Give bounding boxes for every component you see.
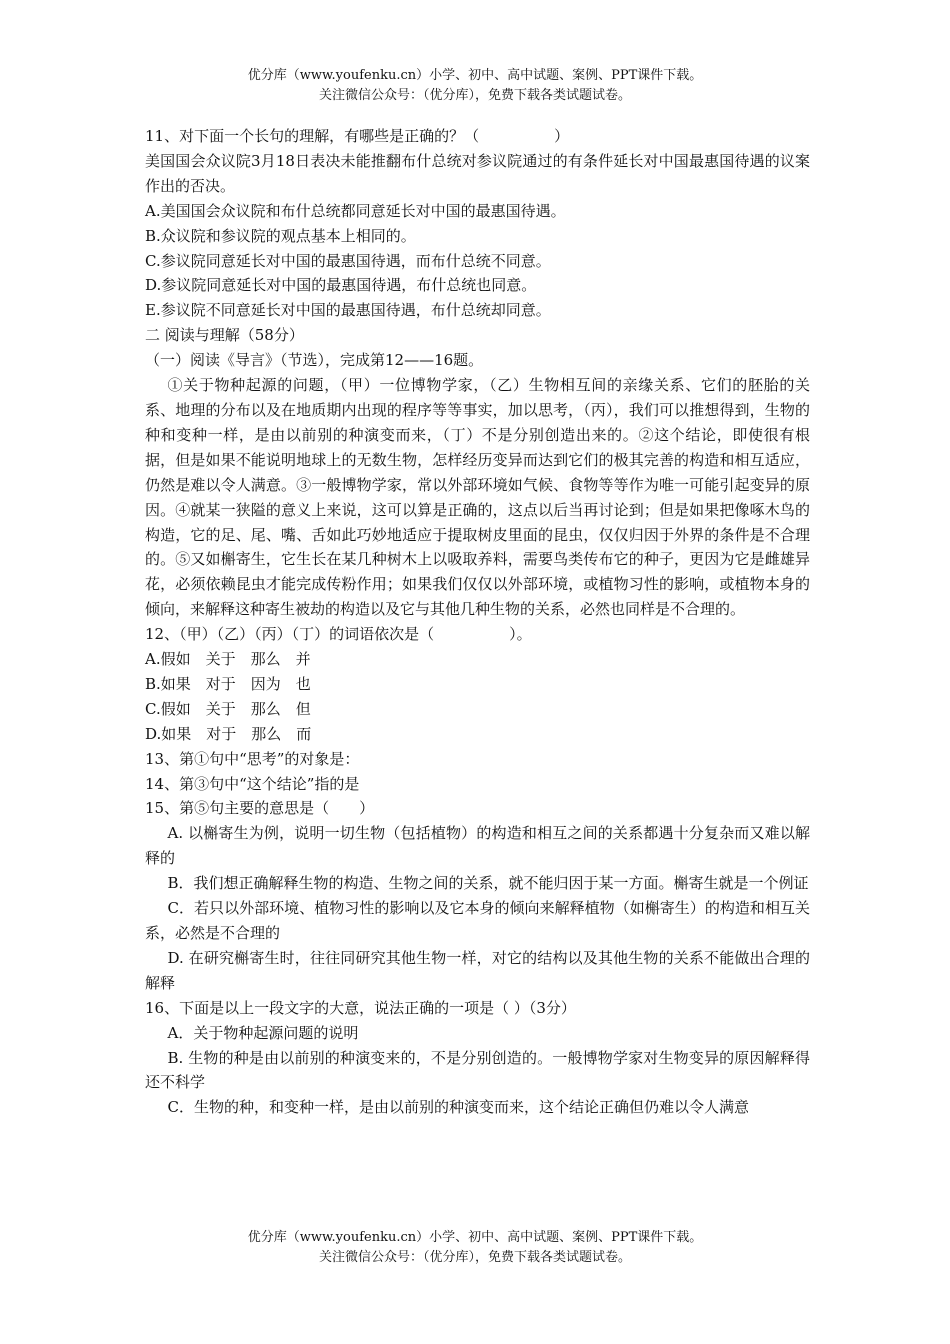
- subsection-title: （一）阅读《导言》（节选），完成第12——16题。: [145, 351, 484, 370]
- q14-stem: 14、第③句中“这个结论”指的是: [145, 774, 360, 793]
- q16-option-c: C．生物的种，和变种一样，是由以前别的种演变而来，这个结论正确但仍难以令人满意: [167, 1098, 749, 1117]
- q15-option-b: B．我们想正确解释生物的构造、生物之间的关系，就不能归因于某一方面。槲寄生就是一个例证: [167, 874, 809, 893]
- q11-option-e: E.参议院不同意延长对中国的最惠国待遇，布什总统却同意。: [145, 301, 551, 320]
- q12-option-a: A.假如 关于 那么 并: [145, 650, 311, 669]
- header-line-2: 关注微信公众号：（优分库），免费下载各类试题试卷。: [318, 88, 631, 103]
- q12-stem: 12、（甲）（乙）（丙）（丁）的词语依次是（ ）。: [145, 625, 532, 644]
- page-footer: [0, 1228, 950, 1268]
- document-body: [145, 124, 810, 1120]
- q15-option-a: A. 以槲寄生为例，说明一切生物（包括植物）的构造和相互之间的关系都遇十分复杂而又难以解释的: [145, 824, 810, 868]
- q16-option-b: B. 生物的种是由以前别的种演变来的，不是分别创造的。一般博物学家对生物变异的原因解释得还不科学: [145, 1048, 810, 1092]
- q11-option-a: A.美国国会众议院和布什总统都同意延长对中国的最惠国待遇。: [145, 201, 566, 220]
- q15-stem: 15、第⑤句主要的意思是（ ）: [145, 799, 375, 818]
- q11-option-b: B.众议院和参议院的观点基本上相同的。: [145, 226, 416, 245]
- footer-line-2: 关注微信公众号：（优分库），免费下载各类试题试卷。: [318, 1250, 631, 1265]
- q11-stem: 11、对下面一个长句的理解，有哪些是正确的？（ ）: [145, 127, 570, 145]
- q11-sentence: 美国国会众议院3月18日表决未能推翻布什总统对参议院通过的有条件延长对中国最惠国待遇的议案作出的否决。: [145, 151, 810, 195]
- header-line-1: 优分库（www.youfenku.cn）小学、初中、高中试题、案例、PPT课件下载。: [247, 68, 703, 83]
- q12-option-d: D.如果 对于 那么 而: [145, 724, 312, 743]
- q15-option-c: C．若只以外部环境、植物习性的影响以及它本身的倾向来解释植物（如槲寄生）的构造和相互关系，必然是不合理的: [145, 899, 810, 942]
- q11-option-c: C.参议院同意延长对中国的最惠国待遇，而布什总统不同意。: [145, 251, 551, 270]
- footer-line-1: 优分库（www.youfenku.cn）小学、初中、高中试题、案例、PPT课件下载。: [247, 1230, 703, 1245]
- q16-stem: 16、下面是以上一段文字的大意，说法正确的一项是（ ）（3分）: [145, 998, 576, 1017]
- q11-option-d: D.参议院同意延长对中国的最惠国待遇，布什总统也同意。: [145, 276, 537, 295]
- page-header: [0, 66, 950, 106]
- reading-passage: ①关于物种起源的问题，（甲）一位博物学家，（乙）生物相互间的亲缘关系、它们的胚胎的关系、地理的分布以及在地质期内出现的程序等等事实，加以思考，（丙），我们可以推想得到，生物的种和变种一样，是由以前别的种演变而来，（丁）不是分别创造出来的。②这个结论，即使很有根据，但是如果不能说明地球上的无数生物，怎样经历变异而达到它们的极其完善的构造和相互适应，仍然是难以令人满意。③一般博物学家，常以外部环境如气候、食物等等作为唯一可能引起变异的原因。④就某一狭隘的意义上来说，这可以算是正确的，这点以后当再讨论到；但是如果把像啄木鸟的构造，它的足、尾、嘴、舌如此巧妙地适应于提取树皮里面的昆虫，仅仅归因于外界的条件是不合理的。⑤又如槲寄生，它生长在某几种树木上以吸取养料，需要鸟类传布它的种子，更因为它是雌雄异花，必须依赖昆虫才能完成传粉作用；如果我们仅仅以外部环境，或植物习性的影响，或植物本身的倾向，来解释这种寄生被劫的构造以及它与其他几种生物的关系，必然也同样是不合理的。: [145, 376, 810, 619]
- section-title: 二 阅读与理解（58分）: [145, 326, 304, 345]
- q12-option-c: C.假如 关于 那么 但: [145, 699, 311, 718]
- q15-option-d: D. 在研究槲寄生时，往往同研究其他生物一样，对它的结构以及其他生物的关系不能做出合理的解释: [145, 948, 810, 992]
- q16-option-a: A．关于物种起源问题的说明: [167, 1023, 359, 1042]
- q12-option-b: B.如果 对于 因为 也: [145, 674, 311, 693]
- q13-stem: 13、第①句中“思考”的对象是：: [145, 749, 360, 768]
